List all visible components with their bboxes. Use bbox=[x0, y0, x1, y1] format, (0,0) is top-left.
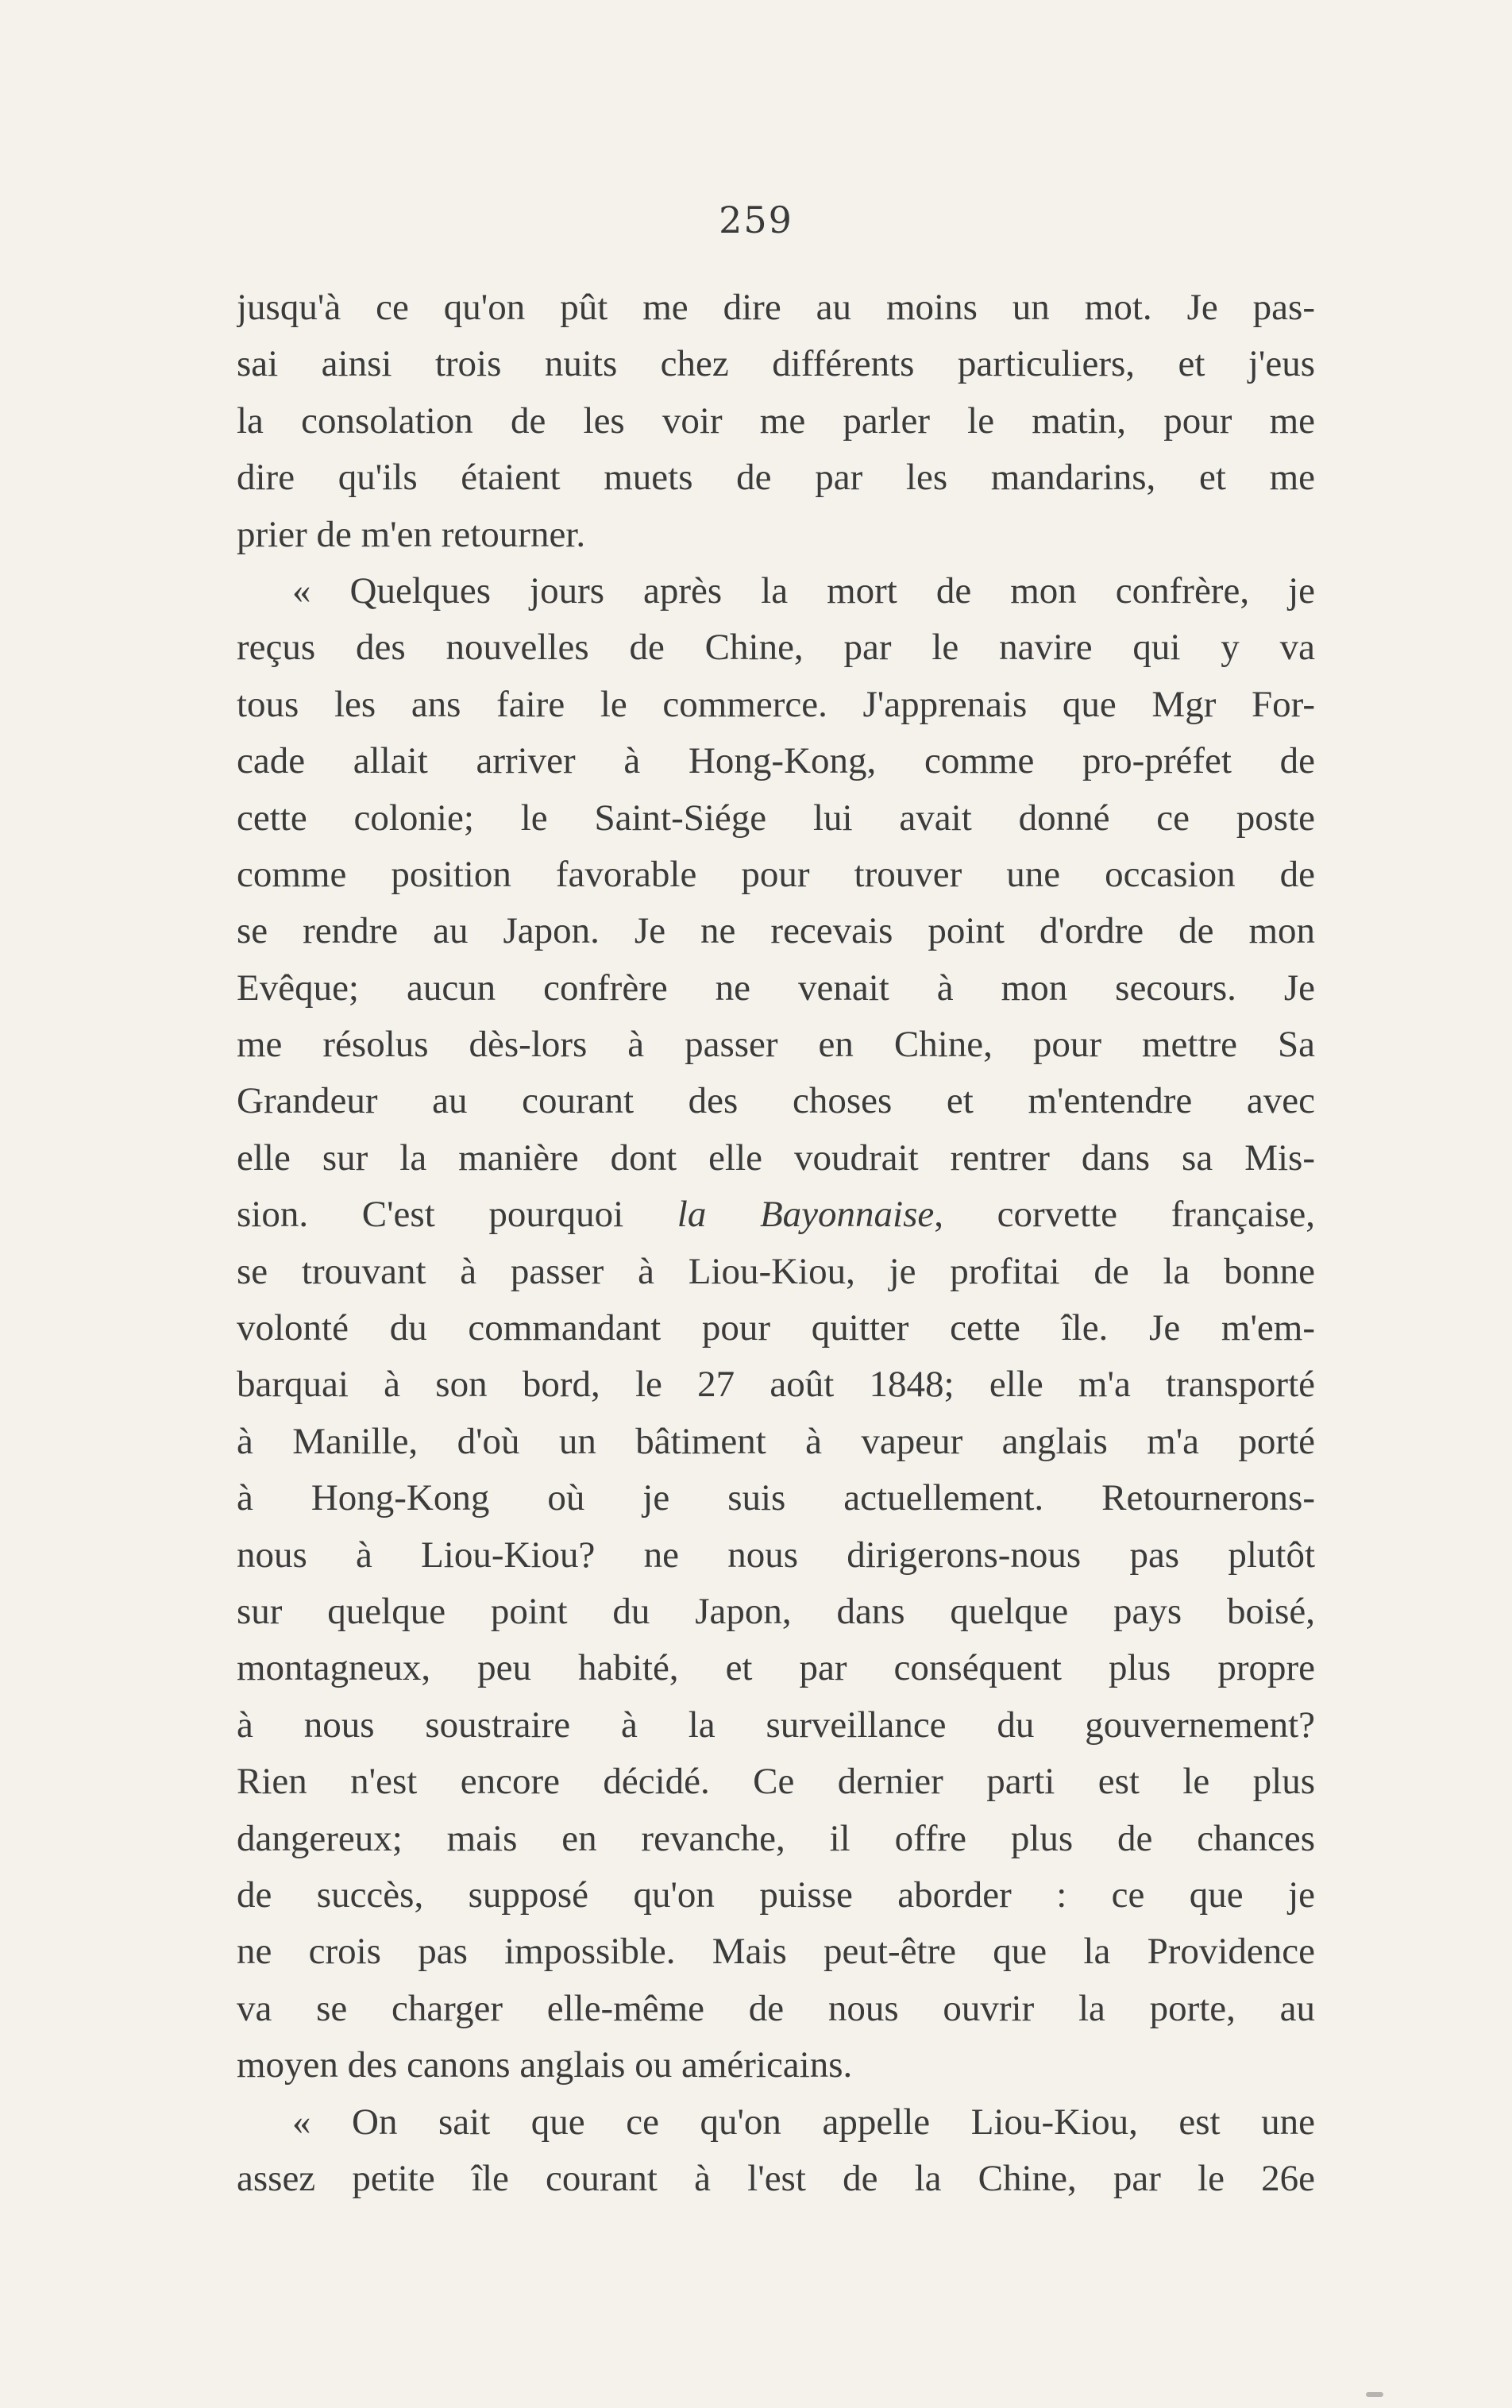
text-line: dire qu'ils étaient muets de par les mandarins, et me bbox=[237, 457, 1315, 499]
ink-mark bbox=[1366, 2392, 1383, 2397]
text-line: à nous soustraire à la surveillance du gouvernement? bbox=[237, 1704, 1315, 1746]
text-line: elle sur la manière dont elle voudrait rentrer dans sa Mis- bbox=[237, 1136, 1315, 1179]
text-line: me résolus dès-lors à passer en Chine, pour mettre Sa bbox=[237, 1024, 1315, 1066]
text-line: va se charger elle-même de nous ouvrir la porte, au bbox=[237, 1987, 1315, 2029]
text-line: cette colonie; le Saint-Siége lui avait donné ce poste bbox=[237, 797, 1315, 839]
text-line: Rien n'est encore décidé. Ce dernier parti est le plus bbox=[237, 1761, 1315, 1803]
text-line: à Hong-Kong où je suis actuellement. Retournerons- bbox=[237, 1477, 1315, 1519]
text-line: à Manille, d'où un bâtiment à vapeur anglais m'a porté bbox=[237, 1420, 1315, 1462]
text-line: montagneux, peu habité, et par conséquent plus propre bbox=[237, 1647, 1315, 1689]
body-text bbox=[237, 280, 1315, 2207]
line-text-after: , corvette française, bbox=[934, 1194, 1315, 1236]
paragraph-start-line: « On sait que ce qu'on appelle Liou-Kiou, est une bbox=[292, 2101, 1315, 2143]
text-line: Grandeur au courant des choses et m'entendre avec bbox=[237, 1080, 1315, 1122]
text-line: Evêque; aucun confrère ne venait à mon secours. Je bbox=[237, 967, 1315, 1009]
text-line: de succès, supposé qu'on puisse aborder : ce que je bbox=[237, 1874, 1315, 1916]
text-line: volonté du commandant pour quitter cette île. Je m'em- bbox=[237, 1307, 1315, 1349]
paragraph-start-line: « Quelques jours après la mort de mon confrère, je bbox=[292, 569, 1315, 612]
text-line: tous les ans faire le commerce. J'apprenais que Mgr For- bbox=[237, 683, 1315, 725]
text-line: sai ainsi trois nuits chez différents particuliers, et j'eus bbox=[237, 343, 1315, 385]
text-line: barquai à son bord, le 27 août 1848; elle m'a transporté bbox=[237, 1364, 1315, 1406]
ship-name: la Bayonnaise bbox=[677, 1194, 935, 1236]
line-text-before: sion. C'est pourquoi bbox=[237, 1194, 677, 1236]
text-line: nous à Liou-Kiou? ne nous dirigerons-nous pas plutôt bbox=[237, 1534, 1315, 1576]
text-line: sur quelque point du Japon, dans quelque pays boisé, bbox=[237, 1590, 1315, 1632]
text-line: se rendre au Japon. Je ne recevais point d'ordre de mon bbox=[237, 910, 1315, 952]
text-line-with-ship-name bbox=[237, 1187, 1315, 1243]
text-line: assez petite île courant à l'est de la Chine, par le 26e bbox=[237, 2157, 1315, 2199]
text-line: cade allait arriver à Hong-Kong, comme pro-préfet de bbox=[237, 740, 1315, 782]
text-line: se trouvant à passer à Liou-Kiou, je profitai de la bonne bbox=[237, 1250, 1315, 1292]
text-line: moyen des canons anglais ou américains. bbox=[237, 2044, 853, 2086]
text-line: la consolation de les voir me parler le matin, pour me bbox=[237, 399, 1315, 442]
text-line: comme position favorable pour trouver une occasion de bbox=[237, 853, 1315, 895]
text-line: prier de m'en retourner. bbox=[237, 513, 586, 555]
text-line: reçus des nouvelles de Chine, par le navire qui y va bbox=[237, 627, 1315, 669]
page-number: 259 bbox=[719, 199, 793, 241]
text-line: jusqu'à ce qu'on pût me dire au moins un mot. Je pas- bbox=[237, 287, 1315, 328]
text-line: dangereux; mais en revanche, il offre plus de chances bbox=[237, 1817, 1315, 1859]
text-line: ne crois pas impossible. Mais peut-être que la Providence bbox=[237, 1931, 1315, 1973]
